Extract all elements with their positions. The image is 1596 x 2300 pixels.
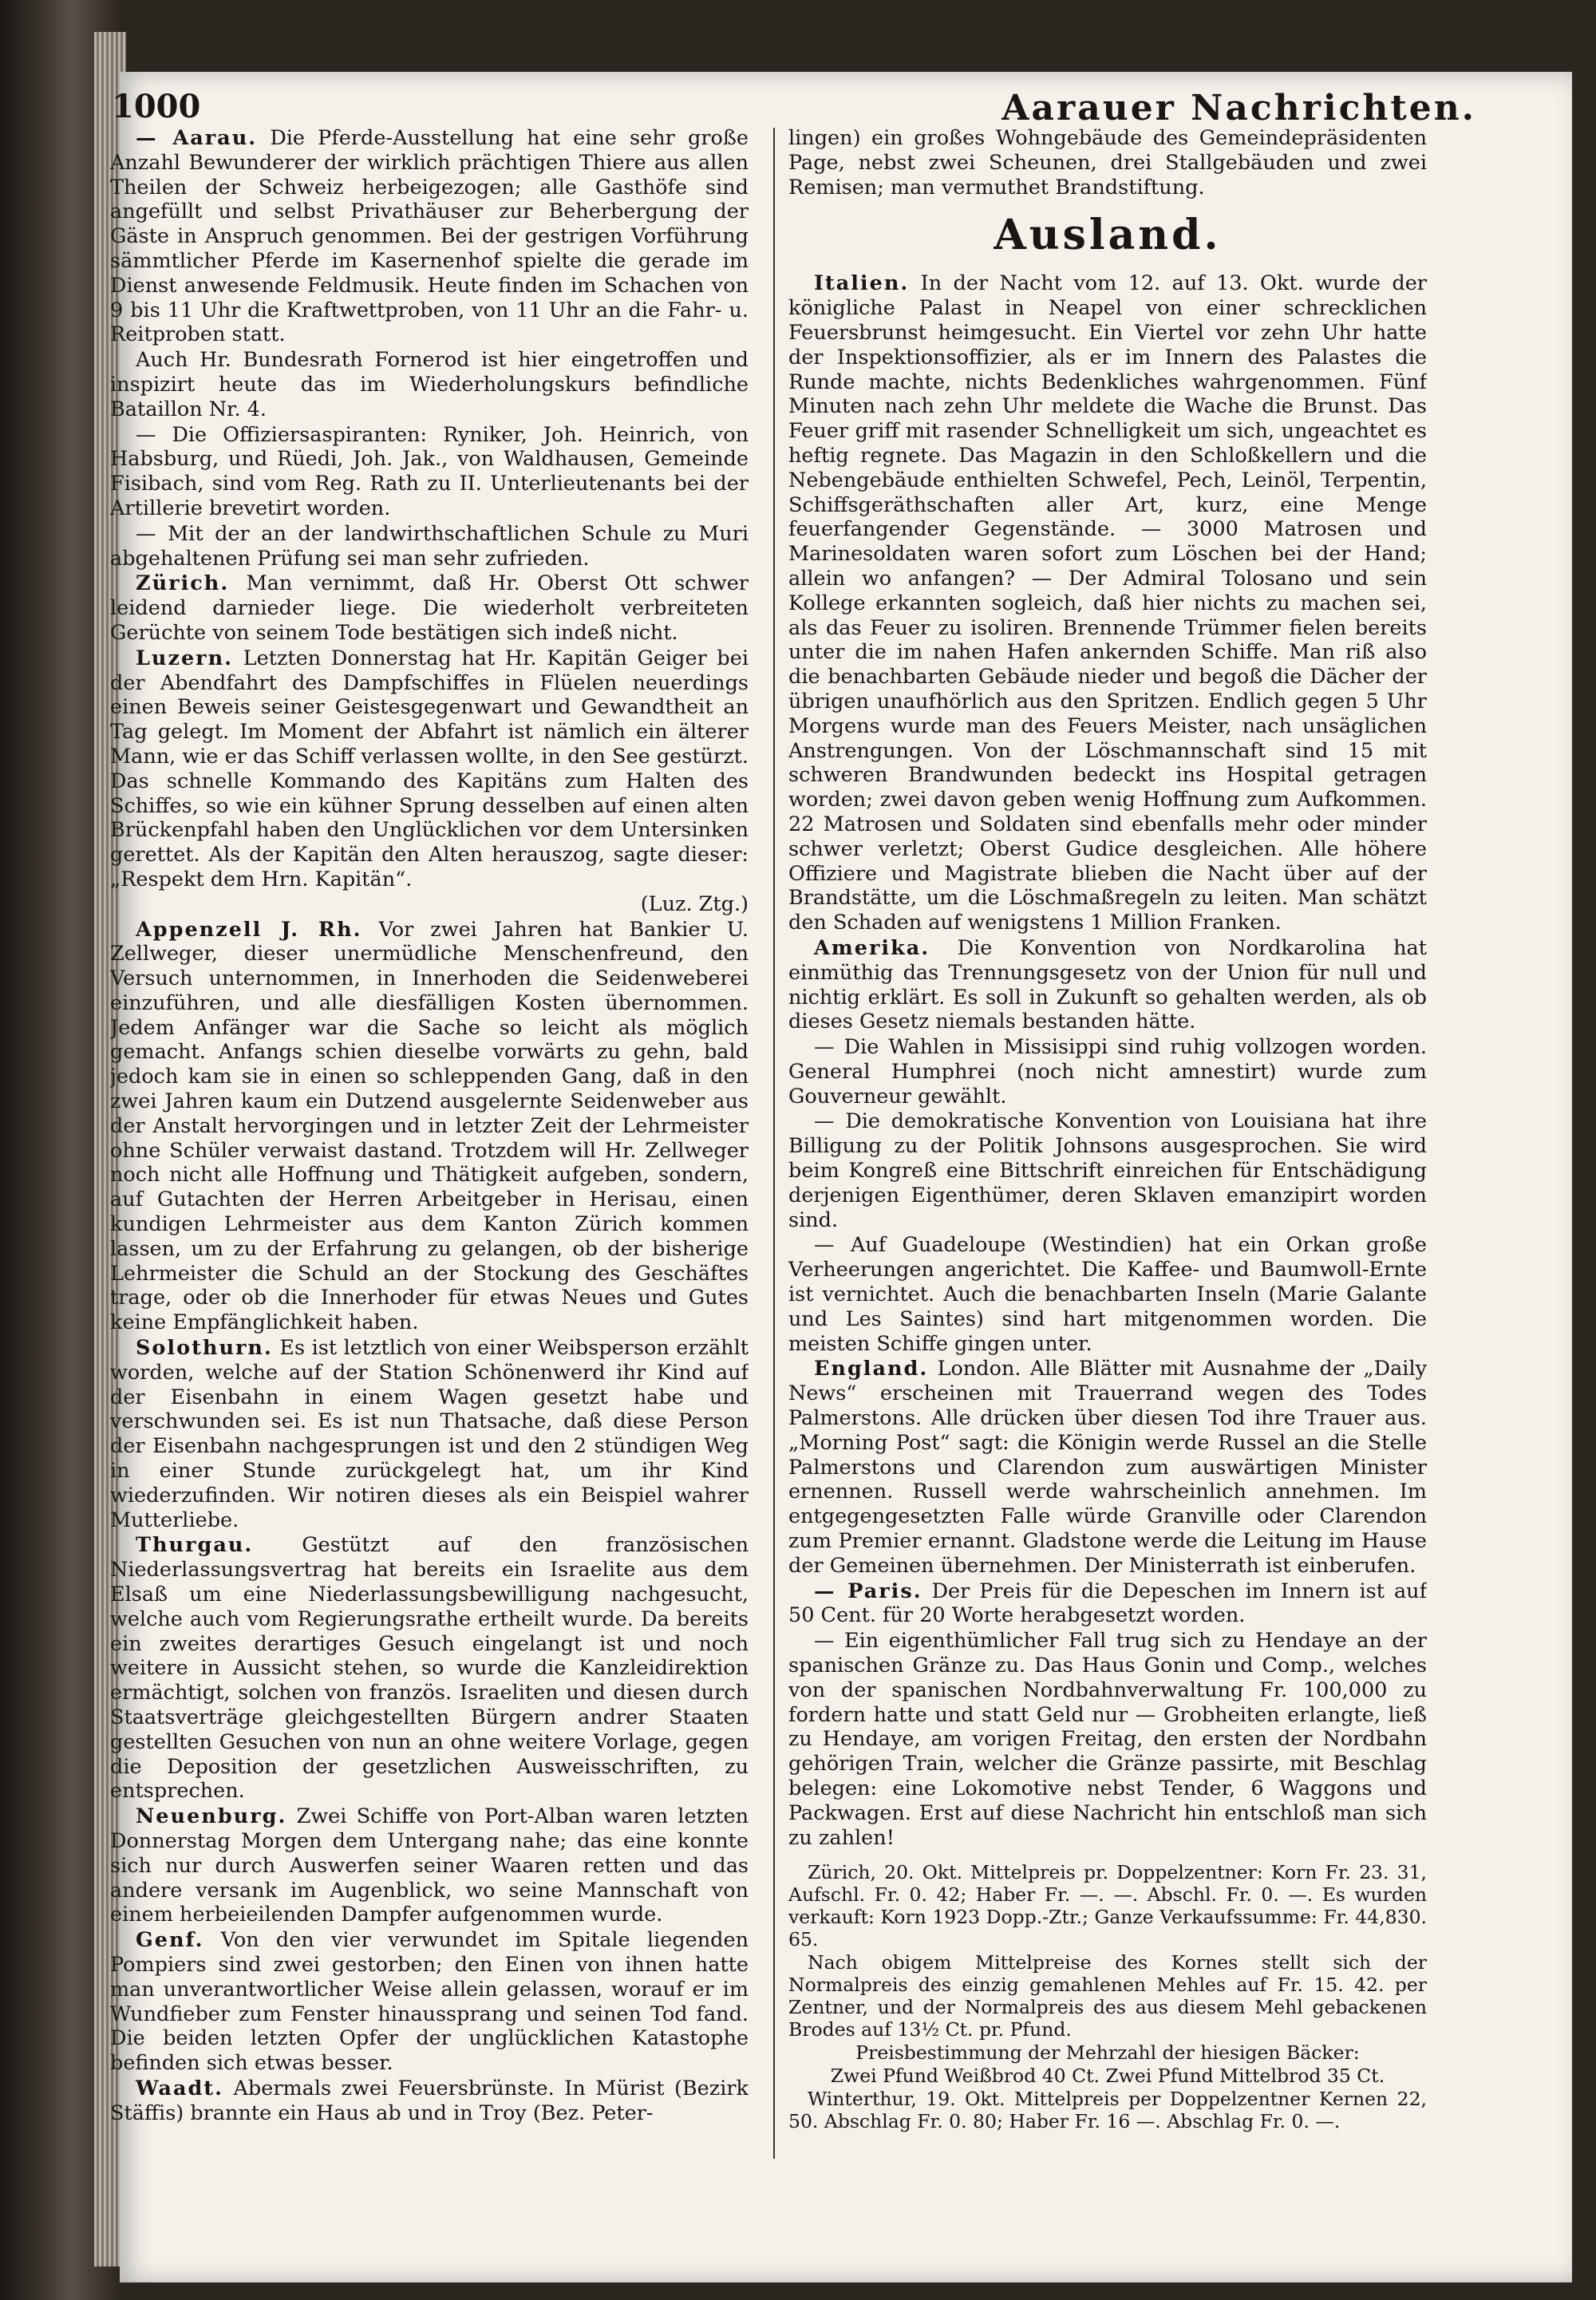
article-guadeloupe: — Auf Guadeloupe (Westindien) hat ein Orkan große Verheerungen angerichtet. Die Kaffee- und Baumwoll-Ernte ist vernichtet. Auch die benachbarten Inseln (Marie Galante und Les Saintes) sind hart mitgenommen worden. Die meisten Schiffe gingen unter.	[788, 1233, 1427, 1356]
article-missisippi: — Die Wahlen in Missisippi sind ruhig vollzogen worden. General Humphrei (noch nicht amnestirt) wurde zum Gouverneur gewählt.	[788, 1035, 1427, 1109]
article-luzern: Luzern. Letzten Donnerstag hat Hr. Kapitän Geiger bei der Abendfahrt des Dampfschiffes in Flüelen neuerdings einen Beweis seiner Geistesgegenwart und Gewandtheit an Tag gelegt. Im Moment der Abfahrt ist nämlich ein älterer Mann, wie er das Schiff verlassen wollte, in den See gestürzt. Das schnelle Kommando des Kapitäns zum Halten des Schiffes, so wie ein kühner Sprung desselben auf einen alten Brückenpfahl haben den Unglücklichen vor dem Untersinken gerettet. Als der Kapitän den Alten herauszog, sagte dieser: „Respekt dem Hrn. Kapitän“. (Luz. Ztg.)	[110, 646, 749, 916]
masthead-title: Aarauer Nachrichten.	[1001, 88, 1476, 128]
continuation-text: lingen) ein großes Wohngebäude des Gemeindepräsidenten Page, nebst zwei Scheunen, drei Stallgebäuden und zwei Remisen; man vermuthet Brandstiftung.	[788, 126, 1427, 200]
article-paris: — Paris. Der Preis für die Depeschen im Innern ist auf 50 Cent. für 20 Worte herabgesetzt worden.	[788, 1579, 1427, 1628]
market-winterthur: Winterthur, 19. Okt. Mittelpreis per Doppelzentner Kernen 22, 50. Abschlag Fr. 0. 80; Haber Fr. 16 —. Abschlag Fr. 0. —.	[788, 2088, 1427, 2133]
right-column	[788, 126, 1427, 2169]
market-prices	[788, 1861, 1427, 2132]
article-aarau-1: — Aarau. Die Pferde-Ausstellung hat eine sehr große Anzahl Bewunderer der wirklich prächtigen Thiere aus allen Theilen der Schweiz herbeigezogen; alle Gasthöfe sind angefüllt und selbst Privathäuser zur Beherbergung der Gäste in Anspruch genommen. Bei der gestrigen Vorführung sämmtlicher Pferde im Kasernenhof spielte die gerade im Dienst anwesende Feldmusik. Heute finden im Schachen von 9 bis 11 Uhr die Kraftwettproben, von 11 Uhr an die Fahr- u. Reitproben statt.	[110, 126, 749, 347]
article-aarau-3: — Die Offiziersaspiranten: Ryniker, Joh. Heinrich, von Habsburg, und Rüedi, Joh. Jak., von Waldhausen, Gemeinde Fisibach, sind vom Reg. Rath zu II. Unterlieutenants bei der Artillerie brevetirt worden.	[110, 422, 749, 520]
market-baecker-heading: Preisbestimmung der Mehrzahl der hiesigen Bäcker:	[855, 2041, 1360, 2065]
source-note: (Luz. Ztg.)	[640, 891, 749, 916]
article-waadt: Waadt. Abermals zwei Feuersbrünste. In Mürist (Bezirk Stäffis) brannte ein Haus ab und in Troy (Bez. Peter-	[110, 2076, 749, 2125]
article-england: England. London. Alle Blätter mit Ausnahme der „Daily News“ erscheinen mit Trauerrand wegen des Todes Palmerstons. Alle drücken über diesen Tod ihre Trauer aus. „Morning Post“ sagt: die Königin werde Russel an die Stelle Palmerstons und Clarendon zum auswärtigen Minister ernennen. Russell werde wahrscheinlich annehmen. Im entgegengesetzten Falle würde Granville oder Clarendon zum Premier ernannt. Gladstone werde die Leitung im Hause der Gemeinen übernehmen. Der Ministerrath ist einberufen.	[788, 1357, 1427, 1578]
column-divider	[773, 128, 775, 2159]
article-aarau-2: Auch Hr. Bundesrath Fornerod ist hier eingetroffen und inspizirt heute das im Wiederholungskurs befindliche Bataillon Nr. 4.	[110, 348, 749, 421]
article-solothurn: Solothurn. Es ist letztlich von einer Weibsperson erzählt worden, welche auf der Station Schönenwerd ihr Kind auf der Eisenbahn in einem Wagen gesetzt habe und verschwunden sei. Es ist nun Thatsache, daß diese Person der Eisenbahn nachgesprungen ist und den 2 stündigen Weg in einer Stunde zurückgelegt hat, um ihr Kind wiederzufinden. Wir notiren dieses als ein Beispiel wahrer Mutterliebe.	[110, 1336, 749, 1532]
article-neuenburg: Neuenburg. Zwei Schiffe von Port-Alban waren letzten Donnerstag Morgen dem Untergang nahe; das eine konnte sich nur durch Auswerfen seiner Waaren retten und das andere versank im Augenblick, wo seine Mannschaft von einem herbeieilenden Dampfer aufgenommen wurde.	[110, 1804, 749, 1927]
article-appenzell: Appenzell J. Rh. Vor zwei Jahren hat Bankier U. Zellweger, dieser unermüdliche Menschenfreund, den Versuch unternommen, in Innerhoden die Seidenweberei einzuführen, und alle diesfälligen Kosten übernommen. Jedem Anfänger war die Sache so leicht als möglich gemacht. Anfangs schien dieselbe vorwärts zu gehn, bald jedoch kam sie in einen so schleppenden Gang, daß in den zwei Jahren kaum ein Dutzend ausgelernte Seidenweber aus der Anstalt hervorgingen und in letzter Zeit der Lehrmeister ohne Schüler verwaist dastand. Trotzdem will Hr. Zellweger noch nicht alle Hoffnung und Thätigkeit aufgeben, sondern, auf Gutachten der Herren Arbeitgeber in Herisau, einen kundigen Lehrmeister aus dem Kanton Zürich kommen lassen, um zu der Erfahrung zu gelangen, ob der bisherige Lehrmeister die Schuld an der Stockung des Geschäftes trage, oder ob die Innerhoder für etwas Neues und Gutes keine Empfänglichkeit haben.	[110, 917, 749, 1335]
article-louisiana: — Die demokratische Konvention von Louisiana hat ihre Billigung zu der Politik Johnsons ausgesprochen. Sie wird beim Kongreß eine Bittschrift einreichen für Entschädigung derjenigen Eigenthümer, deren Sklaven emanzipirt worden sind.	[788, 1109, 1427, 1232]
market-zuerich: Zürich, 20. Okt. Mittelpreis pr. Doppelzentner: Korn Fr. 23. 31, Aufschl. Fr. 0. 42; Haber Fr. —. —. Abschl. Fr. 0. —. Es wurden verkauft: Korn 1923 Dopp.-Ztr.; Ganze Verkaufssumme: Fr. 44,830. 65.	[788, 1861, 1427, 1951]
section-title-ausland: Ausland.	[994, 211, 1222, 260]
left-column	[110, 126, 749, 2169]
article-genf: Genf. Von den vier verwundet im Spitale liegenden Pompiers sind zwei gestorben; den Einen von ihnen hatte man unverantwortlicher Weise allein gelassen, worauf er im Wundfieber zum Fenster hinaussprang und seinen Tod fand. Die beiden letzten Opfer der unglücklichen Katastophe befinden sich etwas besser.	[110, 1928, 749, 2076]
page-number: 1000	[112, 88, 201, 125]
article-aarau-4: — Mit der an der landwirthschaftlichen Schule zu Muri abgehaltenen Prüfung sei man sehr zufrieden.	[110, 521, 749, 571]
market-baecker-prices: Zwei Pfund Weißbrod 40 Ct. Zwei Pfund Mittelbrod 35 Ct.	[830, 2065, 1385, 2088]
article-hendaye: — Ein eigenthümlicher Fall trug sich zu Hendaye an der spanischen Gränze zu. Das Haus Gonin und Comp., welches von der spanischen Nordbahnverwaltung Fr. 100,000 zu fordern hatte und statt Geld nur — Grobheiten erlangte, ließ zu Hendaye, am vorigen Freitag, den ersten der Nordbahn gehörigen Train, welcher die Gränze passirte, mit Beschlag belegen: eine Lokomotive nebst Tender, 6 Waggons und Packwagen. Erst auf diese Nachricht hin entschloß man sich zu zahlen!	[788, 1629, 1427, 1850]
market-normalpreis: Nach obigem Mittelpreise des Kornes stellt sich der Normalpreis des einzig gemahlenen Mehles auf Fr. 15. 42. per Zentner, und der Normalpreis des aus diesem Mehl gebackenen Brodes auf 13½ Ct. pr. Pfund.	[788, 1951, 1427, 2041]
article-thurgau: Thurgau. Gestützt auf den französischen Niederlassungsvertrag hat bereits ein Israelite aus dem Elsaß um eine Niederlassungsbewilligung nachgesucht, welche auch vom Regierungsrathe ertheilt wurde. Da bereits ein zweites derartiges Gesuch eingelangt ist und noch weitere in Aussicht stehen, so wurde die Kanzleidirektion ermächtigt, solchen von französ. Israeliten und diesen durch Staatsverträge gleichgestellten Bürgern andrer Staaten gestellten Gesuchen von nun an ohne weitere Vorlage, gegen die Deposition der gesetzlichen Ausweisschriften, zu entsprechen.	[110, 1533, 749, 1804]
article-amerika: Amerika. Die Konvention von Nordkarolina hat einmüthig das Trennungsgesetz von der Union für null und nichtig erklärt. Es soll in Zukunft so gehalten werden, als ob dieses Gesetz niemals bestanden hätte.	[788, 935, 1427, 1034]
article-zuerich: Zürich. Man vernimmt, daß Hr. Oberst Ott schwer leidend darnieder liege. Die wiederholt verbreiteten Gerüchte von seinem Tode bestätigen sich indeß nicht.	[110, 571, 749, 645]
article-italien: Italien. In der Nacht vom 12. auf 13. Okt. wurde der königliche Palast in Neapel von einer schrecklichen Feuersbrunst heimgesucht. Ein Viertel vor zehn Uhr hatte der Inspektionsoffizier, als er im Innern des Palastes die Runde machte, nichts Bedenkliches wahrgenommen. Fünf Minuten nach zehn Uhr meldete die Wache die Brunst. Das Feuer griff mit rasender Schnelligkeit um sich, ungeachtet es heftig regnete. Das Magazin in den Schloßkellern und die Nebengebäude enthielten Schwefel, Pech, Leinöl, Terpentin, Schiffsgeräthschaften aller Art, kurz, eine Menge feuerfangender Gegenstände. — 3000 Matrosen und Marinesoldaten waren sofort zum Löschen bei der Hand; allein wo anfangen? — Der Admiral Tolosano und sein Kollege erkannten sogleich, daß hier nichts zu machen sei, als das Feuer zu isoliren. Brennende Trümmer fielen bereits unter die im nahen Hafen ankernden Schiffe. Man riß also die benachbarten Gebäude nieder und begoß die Dächer der übrigen unaufhörlich aus den Spritzen. Endlich gegen 5 Uhr Morgens wurde man des Feuers Meister, nach unsäglichen Anstrengungen. Von der Löschmannschaft sind 15 mit schweren Brandwunden bedeckt ins Hospital getragen worden; zwei davon geben wenig Hoffnung zum Aufkommen. 22 Matrosen und Soldaten sind ebenfalls mehr oder minder schwer verletzt; Oberst Gudice desgleichen. Alle höhere Offiziere und Magistrate blieben die Nacht über auf der Brandstätte, um die Löschmaßregeln zu leiten. Man schätzt den Schaden auf wenigstens 1 Million Franken.	[788, 271, 1427, 935]
